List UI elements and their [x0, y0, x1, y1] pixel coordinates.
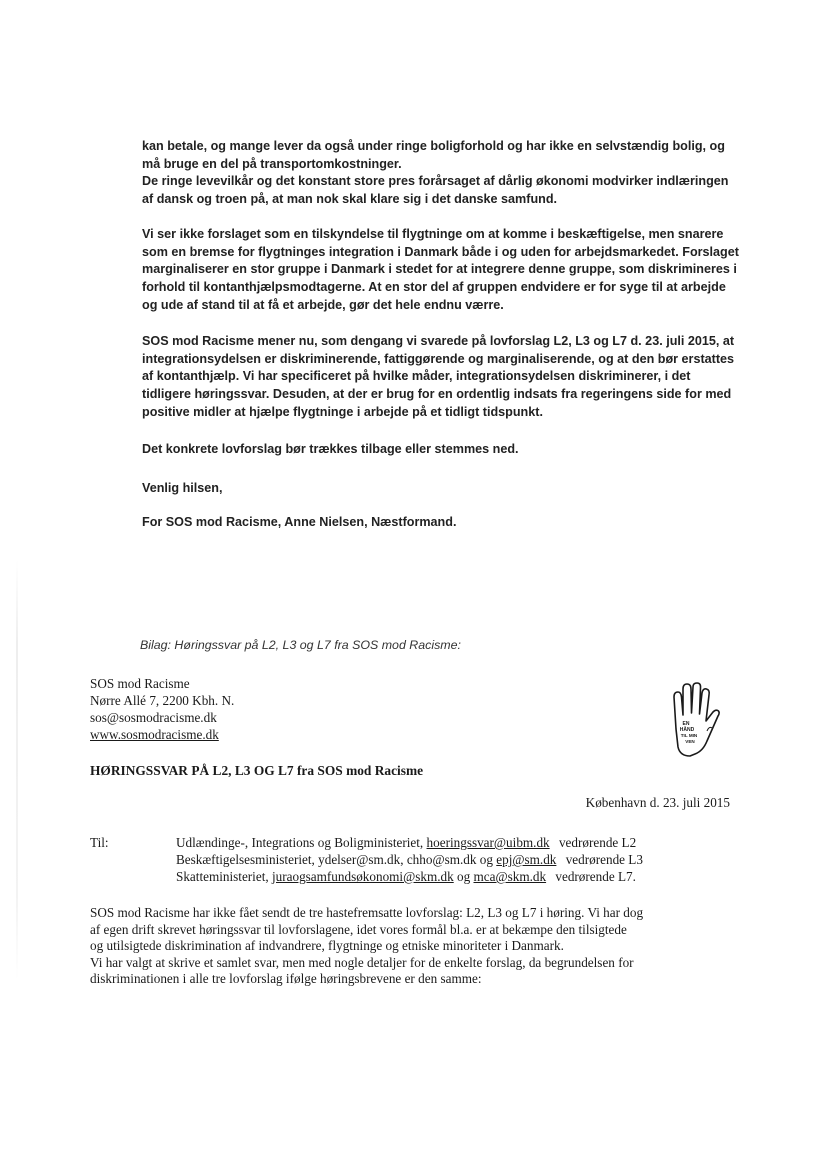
greeting: Venlig hilsen,: [142, 481, 223, 495]
sender-website-link[interactable]: www.sosmodracisme.dk: [90, 727, 219, 742]
to-label: Til:: [90, 835, 109, 850]
paragraph-conclusion: [142, 441, 742, 459]
ministry-name: Udlændinge-, Integrations og Boligministeriet,: [176, 835, 424, 850]
hearing-body: [90, 905, 740, 988]
text-line: kan betale, og mange lever da også under ringe boligforhold og har ikke en selvstændig bolig, og: [142, 139, 725, 153]
sender-address: Nørre Allé 7, 2200 Kbh. N.: [90, 693, 235, 708]
text-line: marginaliserer en stor gruppe i Danmark i stedet for at integrere denne gruppe, som diskrimineres i: [142, 262, 737, 277]
text-line: må bruge en del på transportomkostninger.: [142, 156, 402, 171]
recipient-row: [176, 869, 636, 886]
text-line: Vi har valgt at skrive et samlet svar, men med nogle detaljer for de enkelte forslag, da begrundelsen for: [90, 954, 634, 970]
place-date: København d. 23. juli 2015: [585, 795, 730, 810]
logo-text: EN: [682, 721, 690, 727]
text-line: tidligere høringssvar. Desuden, at der er brug for en ordentlig indsats fra regeringens side for med: [142, 387, 732, 402]
regarding-label: vedrørende L7.: [555, 869, 636, 884]
text-line: og ude af stand til at få et arbejde, gør det hele endnu værre.: [142, 297, 504, 312]
attachment-heading: Bilag: Høringssvar på L2, L3 og L7 fra SOS mod Racisme:: [140, 638, 461, 652]
hearing-title: HØRINGSSVAR PÅ L2, L3 OG L7 fra SOS mod Racisme: [90, 763, 424, 778]
recipient-row: [176, 852, 643, 869]
email-text: chho@sm.dk: [406, 852, 477, 867]
regarding-label: vedrørende L3: [565, 852, 643, 867]
text-line: og utilsigtede diskrimination af indvandrere, flygtninge og etniske minoriteter i Danmark.: [90, 938, 564, 953]
text-line: af egen drift skrevet høringssvar til lovforslagene, idet vores formål bl.a. er at bekæmpe den tilsigtede: [90, 921, 627, 937]
paragraph-living-conditions: [142, 138, 742, 209]
paragraph-position: [142, 333, 742, 422]
text-line: integrationsydelsen er diskriminerende, fattiggørende og marginaliserende, og at den bør erstattes: [142, 351, 735, 366]
hand-logo-icon: [662, 681, 722, 761]
recipient-row: [176, 835, 636, 852]
scan-edge-mark: [16, 560, 18, 980]
email-link[interactable]: epj@sm.dk: [496, 852, 557, 867]
text-line: SOS mod Racisme har ikke fået sendt de tre hastefremsatte lovforslag: L2, L3 og L7 i høring. Vi har dog: [90, 905, 644, 920]
text-line: SOS mod Racisme mener nu, som dengang vi svarede på lovforslag L2, L3 og L7 d. 23. juli 2015, at: [142, 334, 735, 348]
logo-text: VEN: [685, 739, 695, 744]
text-line: forhold til kontanthjælpsmodtagerne. At en stor del af gruppen endvidere er for syge til at arbejde: [142, 280, 726, 295]
text-line: af dansk og troen på, at man nok skal klare sig i det danske samfund.: [142, 192, 558, 207]
sender-address-block: [90, 675, 234, 743]
signature: For SOS mod Racisme, Anne Nielsen, Næstformand.: [142, 515, 457, 529]
regarding-label: vedrørende L2: [558, 835, 637, 850]
text-line: De ringe levevilkår og det konstant store pres forårsaget af dårlig økonomi modvirker indlæringen: [142, 174, 729, 189]
text-line: af kontanthjælp. Vi har specificeret på hvilke måder, integrationsydelsen diskriminerer, i det: [142, 369, 691, 384]
text-line: Det konkrete lovforslag bør trækkes tilbage eller stemmes ned.: [142, 442, 519, 456]
hearing-paragraph: [90, 955, 740, 988]
email-link[interactable]: mca@skm.dk: [473, 869, 547, 884]
email-link[interactable]: hoeringssvar@uibm.dk: [426, 835, 550, 850]
paragraph-integration-brake: [142, 226, 742, 315]
text-line: som en bremse for flygtninges integration i Danmark både i og uden for arbejdsmarkedet. Forslaget: [142, 244, 739, 259]
conjunction: og: [479, 852, 493, 867]
email-text: ydelser@sm.dk,: [318, 852, 404, 867]
ministry-name: Beskæftigelsesministeriet,: [176, 852, 315, 867]
text-line: diskriminationen i alle tre lovforslag ifølge høringsbrevene er den samme:: [90, 971, 482, 986]
email-link[interactable]: juraogsamfundsøkonomi@skm.dk: [271, 869, 454, 884]
ministry-name: Skatteministeriet,: [176, 869, 269, 884]
logo-text: TIL MIN: [680, 733, 698, 738]
logo-text: HÅND: [679, 727, 695, 733]
conjunction: og: [457, 869, 471, 884]
sender-name: SOS mod Racisme: [90, 676, 190, 691]
text-line: positive midler at hjælpe flygtninge i arbejde på et tidligt tidspunkt.: [142, 404, 543, 419]
sender-email: sos@sosmodracisme.dk: [90, 710, 217, 725]
hearing-paragraph: [90, 905, 740, 955]
text-line: Vi ser ikke forslaget som en tilskyndelse til flygtninge om at komme i beskæftigelse, men snarere: [142, 227, 724, 241]
